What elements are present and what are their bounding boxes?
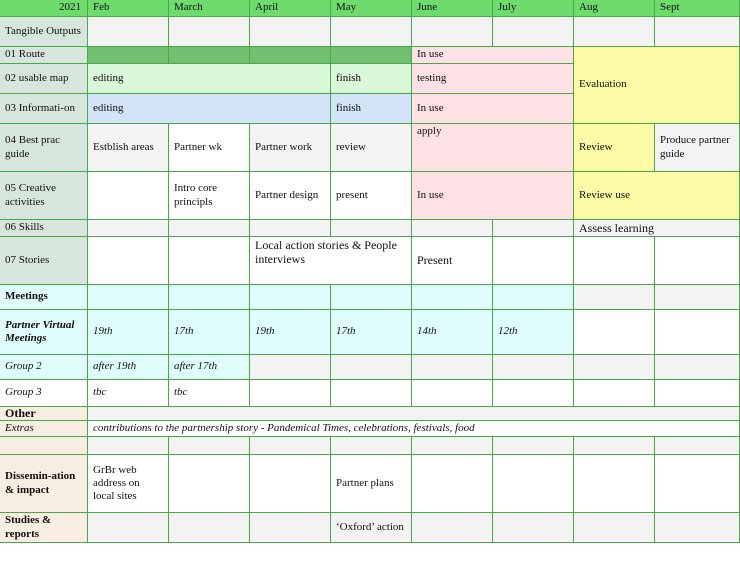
cell: [493, 285, 574, 310]
row-label-group-3: Group 3: [0, 380, 88, 407]
month-header-march: March: [169, 0, 250, 17]
row-label-usable-map: 02 usable map: [0, 64, 88, 94]
cell: [169, 285, 250, 310]
month-header-may: May: [331, 0, 412, 17]
cell: [250, 220, 331, 237]
row-label-tangible-outputs: Tangible Outputs: [0, 17, 88, 47]
cell: [412, 455, 493, 513]
cell: [655, 513, 740, 543]
cell: [655, 310, 740, 355]
month-header-april: April: [250, 0, 331, 17]
cell: [331, 355, 412, 380]
cell: [169, 455, 250, 513]
cell: [412, 285, 493, 310]
stories-local-action: Local action stories & People interviews: [250, 237, 412, 285]
cell: [574, 513, 655, 543]
pvm-july: 12th: [493, 310, 574, 355]
row-label-meetings: Meetings: [0, 285, 88, 310]
cell: [250, 455, 331, 513]
month-header-june: June: [412, 0, 493, 17]
cell: [574, 455, 655, 513]
row-label-creative-activities: 05 Creative activities: [0, 172, 88, 220]
bp-review: review: [331, 124, 412, 172]
info-in-use: In use: [412, 94, 574, 124]
ca-in-use: In use: [412, 172, 574, 220]
pvm-april: 19th: [250, 310, 331, 355]
info-editing: editing: [88, 94, 331, 124]
cell: [169, 237, 250, 285]
cell: [88, 220, 169, 237]
month-header-july: July: [493, 0, 574, 17]
pvm-march: 17th: [169, 310, 250, 355]
cell: [88, 285, 169, 310]
cell: [412, 220, 493, 237]
cell: [250, 380, 331, 407]
month-header-aug: Aug: [574, 0, 655, 17]
row-label-dissemination: Dissemin-ation & impact: [0, 455, 88, 513]
cell: [169, 47, 250, 64]
cell: [88, 513, 169, 543]
cell: [169, 220, 250, 237]
cell: [493, 237, 574, 285]
year-header: 2021: [0, 0, 88, 17]
cell: [574, 355, 655, 380]
cell: [655, 455, 740, 513]
row-label-route: 01 Route: [0, 47, 88, 64]
ca-present: present: [331, 172, 412, 220]
cell: [331, 47, 412, 64]
cell: [169, 17, 250, 47]
cell: [493, 513, 574, 543]
map-editing: editing: [88, 64, 331, 94]
row-label-skills: 06 Skills: [0, 220, 88, 237]
cell: [412, 17, 493, 47]
bp-establish-areas: Estblish areas: [88, 124, 169, 172]
dis-partner-plans: Partner plans: [331, 455, 412, 513]
row-label-information: 03 Informati-on: [0, 94, 88, 124]
cell: [574, 17, 655, 47]
row-label-partner-virtual-meetings: Partner Virtual Meetings: [0, 310, 88, 355]
cell: [493, 380, 574, 407]
cell: [412, 355, 493, 380]
cell: [412, 380, 493, 407]
skills-assess-learning: Assess learning: [574, 220, 740, 237]
cell: [169, 513, 250, 543]
cell: [493, 220, 574, 237]
cell: [331, 285, 412, 310]
cell: [88, 437, 169, 455]
cell: [574, 310, 655, 355]
cell: [493, 437, 574, 455]
row-label-other: Other: [0, 407, 88, 421]
g3-march: tbc: [169, 380, 250, 407]
ca-intro-core-principls: Intro core principls: [169, 172, 250, 220]
cell: [331, 17, 412, 47]
cell: [574, 237, 655, 285]
month-header-sept: Sept: [655, 0, 740, 17]
map-finish: finish: [331, 64, 412, 94]
cell: [493, 17, 574, 47]
bp-partner-work: Partner work: [250, 124, 331, 172]
stories-present: Present: [412, 237, 493, 285]
cell: [169, 437, 250, 455]
map-testing: testing: [412, 64, 574, 94]
cell: [655, 355, 740, 380]
dis-grbr-web-address: GrBr web address on local sites: [88, 455, 169, 513]
bp-partner-wk: Partner wk: [169, 124, 250, 172]
cell: [0, 437, 88, 455]
cell: [655, 17, 740, 47]
cell: [655, 237, 740, 285]
cell: [574, 380, 655, 407]
cell: [250, 285, 331, 310]
cell: [88, 237, 169, 285]
cell: [250, 47, 331, 64]
cell: [655, 380, 740, 407]
cell: [331, 380, 412, 407]
cell: [250, 355, 331, 380]
extras-contributions: contributions to the partnership story - Pandemical Times, celebrations, festivals, food: [88, 421, 740, 437]
cell: [655, 285, 740, 310]
g3-feb: tbc: [88, 380, 169, 407]
studies-oxford-action: ‘Oxford’ action: [331, 513, 412, 543]
pvm-feb: 19th: [88, 310, 169, 355]
cell: [493, 355, 574, 380]
cell: [88, 172, 169, 220]
ca-partner-design: Partner design: [250, 172, 331, 220]
row-label-best-prac-guide: 04 Best prac guide: [0, 124, 88, 172]
cell: [574, 437, 655, 455]
row-label-group-2: Group 2: [0, 355, 88, 380]
bp-produce-partner-guide: Produce partner guide: [655, 124, 740, 172]
cell: [574, 285, 655, 310]
bp-review-aug: Review: [574, 124, 655, 172]
cell: [250, 437, 331, 455]
cell: [331, 220, 412, 237]
row-label-extras: Extras: [0, 421, 88, 437]
cell: [250, 513, 331, 543]
cell: [88, 17, 169, 47]
cell: [412, 513, 493, 543]
cell: [250, 17, 331, 47]
cell: [88, 407, 740, 421]
cell: [655, 437, 740, 455]
cell: [412, 437, 493, 455]
cell: [331, 437, 412, 455]
g2-march: after 17th: [169, 355, 250, 380]
row-label-stories: 07 Stories: [0, 237, 88, 285]
pvm-may: 17th: [331, 310, 412, 355]
row-label-studies-reports: Studies & reports: [0, 513, 88, 543]
cell: [493, 455, 574, 513]
bp-apply: apply: [412, 124, 574, 172]
ca-review-use: Review use: [574, 172, 740, 220]
info-finish: finish: [331, 94, 412, 124]
route-in-use: In use: [412, 47, 574, 64]
month-header-feb: Feb: [88, 0, 169, 17]
cell: [88, 47, 169, 64]
evaluation-block: Evaluation: [574, 47, 740, 124]
g2-feb: after 19th: [88, 355, 169, 380]
pvm-june: 14th: [412, 310, 493, 355]
